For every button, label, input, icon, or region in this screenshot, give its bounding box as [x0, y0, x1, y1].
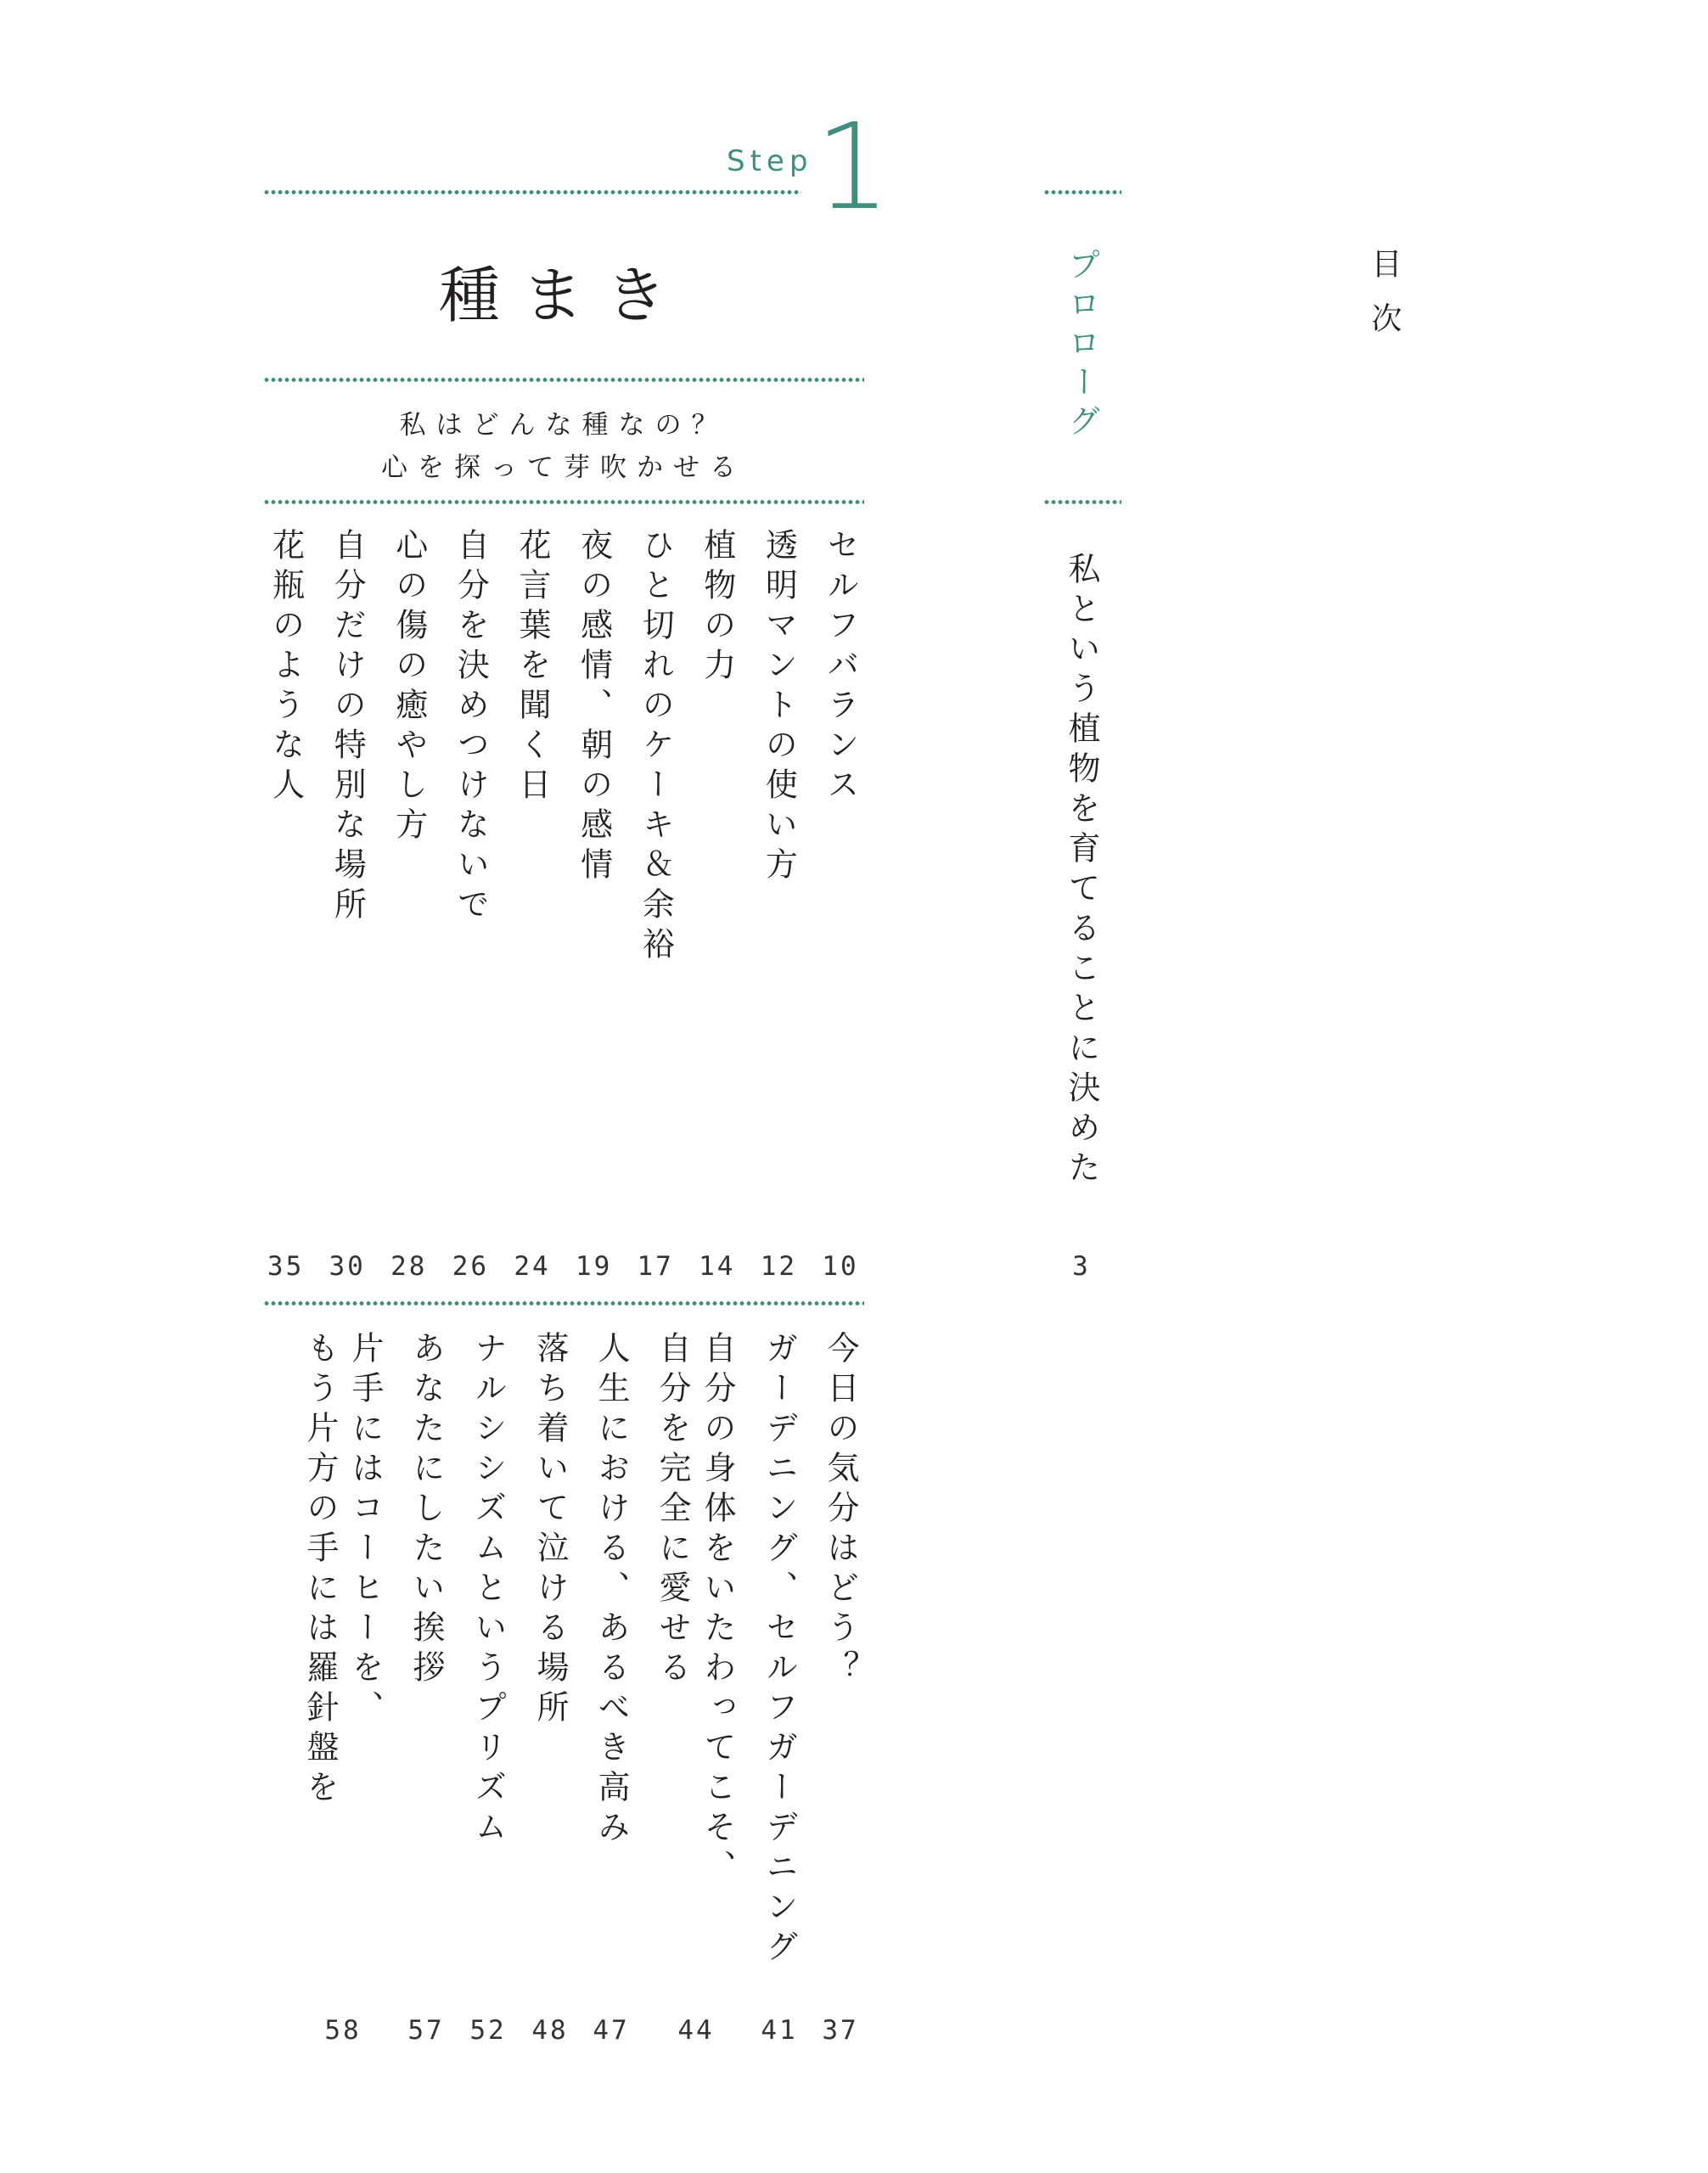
- toc-entry-title[interactable]: ひと切れのケーキ＆余裕: [637, 528, 675, 967]
- toc-entry-title[interactable]: 自分を完全に愛せる: [654, 1331, 691, 1690]
- toc-entry-title[interactable]: 心の傷の癒やし方: [390, 528, 428, 847]
- toc-entry-page: 19: [575, 1251, 613, 1282]
- prologue-divider-bottom: [1043, 500, 1121, 504]
- toc-entry-title[interactable]: 自分だけの特別な場所: [329, 528, 367, 927]
- prologue-entry-title[interactable]: 私という植物を育てることに決めた: [1063, 552, 1100, 1190]
- prologue-entry-page: 3: [1072, 1251, 1091, 1282]
- toc-entry-page: 52: [469, 2015, 507, 2046]
- toc-entry-title[interactable]: 透明マントの使い方: [760, 528, 798, 887]
- prologue-heading: プロローグ: [1063, 248, 1100, 443]
- toc-entry-title[interactable]: 自分の身体をいたわってこそ、: [699, 1331, 736, 1889]
- toc-entry-title[interactable]: 今日の気分はどう？: [822, 1331, 859, 1690]
- toc-entry-page: 24: [514, 1251, 551, 1282]
- step-divider-2: [263, 378, 864, 382]
- toc-entry-title[interactable]: ガーデニング、セルフガーデニング: [761, 1331, 798, 1969]
- toc-title: 目次: [1367, 248, 1402, 357]
- toc-entry-title[interactable]: 花瓶のような人: [267, 528, 305, 807]
- toc-entry-page: 47: [593, 2015, 630, 2046]
- toc-entry-title[interactable]: あなたにしたい挨拶: [407, 1331, 445, 1690]
- chapter-subtitle-line-1: 私はどんな種なの？: [399, 410, 728, 441]
- toc-entry-page: 48: [531, 2015, 569, 2046]
- toc-entry-page: 58: [324, 2015, 362, 2046]
- toc-entry-title[interactable]: ナルシシズムというプリズム: [469, 1331, 507, 1850]
- step-divider-3: [263, 500, 864, 504]
- toc-entry-page: 57: [407, 2015, 445, 2046]
- step-label: Step: [727, 144, 813, 178]
- step-divider-4: [263, 1301, 864, 1305]
- toc-entry-title[interactable]: 夜の感情、朝の感情: [575, 528, 613, 887]
- toc-entry-page: 12: [760, 1251, 798, 1282]
- toc-entry-title[interactable]: 落ち着いて泣ける場所: [531, 1331, 569, 1730]
- toc-entry-title[interactable]: 植物の力: [698, 528, 736, 688]
- toc-entry-page: 44: [677, 2015, 715, 2046]
- toc-entry-title[interactable]: もう片方の手には羅針盤を: [301, 1331, 339, 1810]
- toc-entry-page: 30: [329, 1251, 366, 1282]
- toc-entry-page: 26: [452, 1251, 490, 1282]
- toc-entry-page: 28: [390, 1251, 428, 1282]
- toc-entry-title[interactable]: 自分を決めつけないで: [452, 528, 490, 927]
- toc-entry-title[interactable]: 花言葉を聞く日: [514, 528, 551, 807]
- toc-entry-title[interactable]: 片手にはコーヒーを、: [346, 1331, 384, 1730]
- step-divider-1: [263, 190, 801, 194]
- step-number: 1: [815, 98, 891, 237]
- toc-entry-page: 17: [637, 1251, 674, 1282]
- prologue-divider-top: [1043, 190, 1121, 194]
- toc-entry-page: 41: [761, 2015, 798, 2046]
- toc-entry-title[interactable]: セルフバランス: [822, 528, 859, 807]
- chapter-subtitle-line-2: 心を探って芽吹かせる: [381, 452, 746, 483]
- chapter-title: 種まき: [438, 260, 688, 331]
- toc-entry-page: 35: [267, 1251, 305, 1282]
- toc-entry-title[interactable]: 人生における、あるべき高み: [593, 1331, 630, 1850]
- toc-entry-page: 14: [699, 1251, 736, 1282]
- toc-entry-page: 37: [822, 2015, 859, 2046]
- toc-entry-page: 10: [822, 1251, 859, 1282]
